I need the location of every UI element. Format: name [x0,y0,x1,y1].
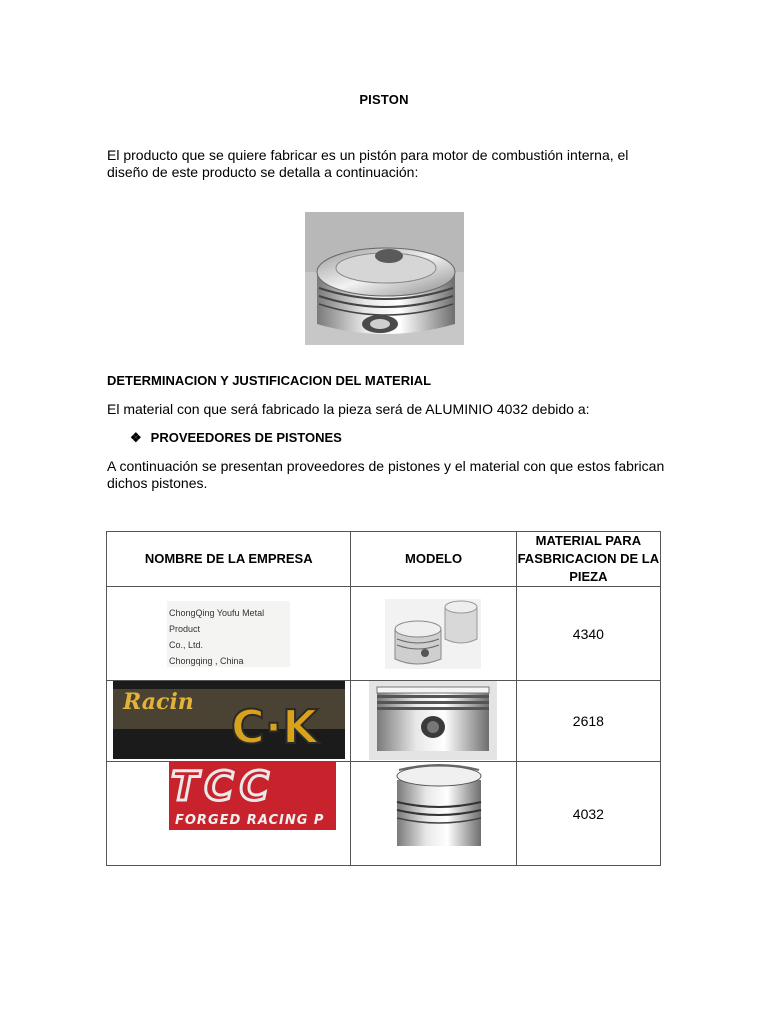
piston-illustration [305,212,464,345]
document-title: PISTON [359,92,409,107]
material-cell: 4340 [516,587,660,681]
model-cell [351,681,516,762]
piston-model-image [369,681,497,760]
table-row [107,762,661,866]
table-row [107,587,661,681]
company-cell [107,681,351,762]
material-paragraph: El material con que será fabricado la pieza será de ALUMINIO 4032 debido a: [107,401,590,417]
tcc-logo-graphic [169,762,336,830]
suppliers-table [106,531,661,866]
model-cell [351,587,516,681]
chongqing-logo: ChongQing Youfu Metal Product Co., Ltd. Chongqing , China [167,601,290,667]
table-row [107,681,661,762]
company-cell [107,587,351,681]
header-model: MODELO [351,532,516,587]
bullet-heading [130,430,342,446]
svg-text:Racin: Racin [123,689,194,715]
header-company: NOMBRE DE LA EMPRESA [107,532,351,587]
svg-text:C·K: C·K [231,700,318,754]
tcc-logo [169,762,336,830]
material-cell: 2618 [516,681,660,762]
header-material: MATERIAL PARA FASBRICACION DE LA PIEZA [516,532,660,587]
intro-paragraph: El producto que se quiere fabricar es un pistón para motor de combustión interna, el diseño de este producto se detalla a continuación: [107,147,629,180]
company-cell [107,762,351,866]
material-cell: 4032 [516,762,660,866]
racing-ck-logo-graphic [113,681,345,759]
table-header-row [107,532,661,587]
suppliers-paragraph: A continuación se presentan proveedores de pistones y el material con que estos fabrican dichos pistones. [107,458,665,491]
model-cell [351,762,516,866]
section-heading: DETERMINACION Y JUSTIFICACION DEL MATERIAL [107,373,432,388]
svg-text:TCC: TCC [171,764,275,810]
bullet-heading-label: PROVEEDORES DE PISTONES [150,430,342,445]
piston-photo [305,212,464,345]
racing-ck-logo [113,681,345,759]
piston-model-image [385,599,481,669]
svg-text:FORGED RACING P: FORGED RACING P [175,813,325,828]
piston-model-image [395,762,483,848]
diamond-bullet-icon: ❖ [130,430,142,445]
